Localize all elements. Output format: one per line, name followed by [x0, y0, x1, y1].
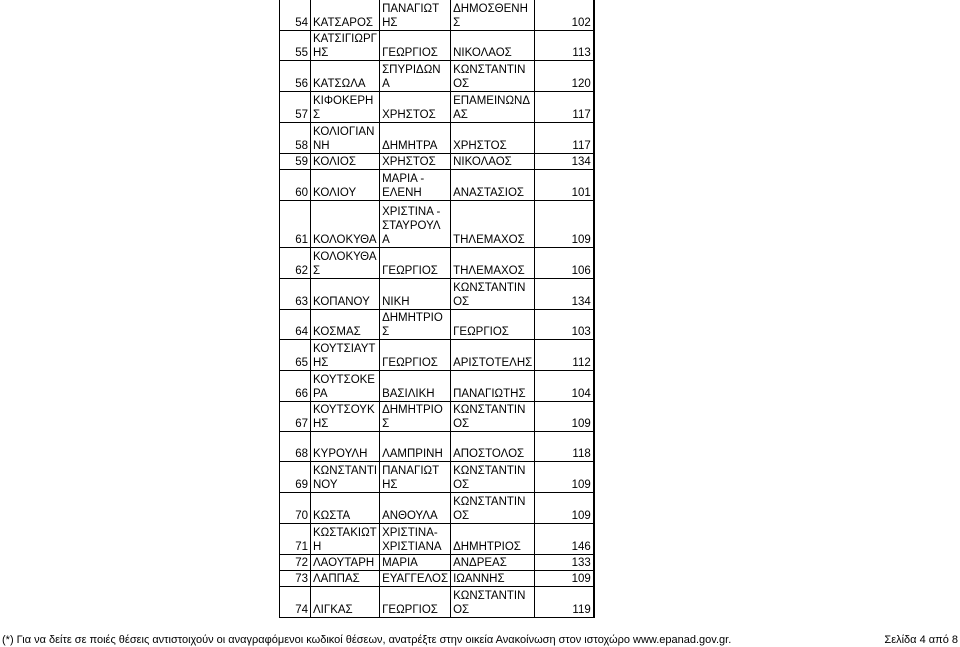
table-row: [280, 278, 594, 309]
position-code-cell: 109: [535, 401, 594, 431]
first-name-cell: ΧΡΗΣΤΟΣ: [380, 153, 451, 169]
surname-cell: ΚΟΛΟΚΥΘΑ Σ: [311, 247, 380, 278]
surname-cell: ΛΑΟΥΤΑΡΗ: [311, 554, 380, 570]
father-name-cell: ΝΙΚΟΛΑΟΣ: [451, 30, 535, 60]
table-row: [280, 461, 594, 492]
position-code-cell: 109: [535, 200, 594, 247]
row-number: 64: [280, 309, 311, 339]
father-name-cell: ΑΡΙΣΤΟΤΕΛΗΣ: [451, 339, 535, 370]
position-code-cell: 133: [535, 554, 594, 570]
table-row: [280, 492, 594, 523]
father-name-cell: ΑΝΔΡΕΑΣ: [451, 554, 535, 570]
surname-cell: ΚΑΤΣΑΡΟΣ: [311, 0, 380, 30]
table-row: [280, 554, 594, 570]
row-number: 68: [280, 431, 311, 461]
father-name-cell: ΚΩΝΣΤΑΝΤΙΝ ΟΣ: [451, 401, 535, 431]
position-code-cell: 103: [535, 309, 594, 339]
row-number: 57: [280, 91, 311, 122]
father-name-cell: ΠΑΝΑΓΙΩΤΗΣ: [451, 370, 535, 401]
surname-cell: ΚΟΛΟΚΥΘΑ: [311, 200, 380, 247]
position-code-cell: 102: [535, 0, 594, 30]
position-code-cell: 104: [535, 370, 594, 401]
row-number: 66: [280, 370, 311, 401]
row-number: 61: [280, 200, 311, 247]
row-number: 62: [280, 247, 311, 278]
table-row: [280, 153, 594, 169]
results-table: [279, 0, 595, 618]
position-code-cell: 117: [535, 91, 594, 122]
surname-cell: ΛΑΠΠΑΣ: [311, 570, 380, 586]
father-name-cell: ΚΩΝΣΤΑΝΤΙΝ ΟΣ: [451, 586, 535, 617]
surname-cell: ΚΥΡΟΥΛΗ: [311, 431, 380, 461]
row-number: 72: [280, 554, 311, 570]
father-name-cell: ΤΗΛΕΜΑΧΟΣ: [451, 200, 535, 247]
row-number: 65: [280, 339, 311, 370]
father-name-cell: ΚΩΝΣΤΑΝΤΙΝ ΟΣ: [451, 60, 535, 91]
first-name-cell: ΓΕΩΡΓΙΟΣ: [380, 586, 451, 617]
father-name-cell: ΧΡΗΣΤΟΣ: [451, 122, 535, 153]
position-code-cell: 146: [535, 523, 594, 554]
first-name-cell: ΜΑΡΙΑ: [380, 554, 451, 570]
first-name-cell: ΣΠΥΡΙΔΩΝ Α: [380, 60, 451, 91]
table-row: [280, 247, 594, 278]
first-name-cell: ΧΡΙΣΤΙΝΑ- ΧΡΙΣΤΙΑΝΑ: [380, 523, 451, 554]
father-name-cell: ΔΗΜΗΤΡΙΟΣ: [451, 523, 535, 554]
position-code-cell: 120: [535, 60, 594, 91]
row-number: 58: [280, 122, 311, 153]
surname-cell: ΚΟΠΑΝΟΥ: [311, 278, 380, 309]
surname-cell: ΚΩΣΤΑΚΙΩΤ Η: [311, 523, 380, 554]
results-table-body: [280, 0, 594, 617]
surname-cell: ΚΙΦΟΚΕΡΗ Σ: [311, 91, 380, 122]
position-code-cell: 109: [535, 461, 594, 492]
first-name-cell: ΠΑΝΑΓΙΩΤ ΗΣ: [380, 0, 451, 30]
father-name-cell: ΝΙΚΟΛΑΟΣ: [451, 153, 535, 169]
first-name-cell: ΔΗΜΗΤΡΙΟ Σ: [380, 401, 451, 431]
father-name-cell: ΓΕΩΡΓΙΟΣ: [451, 309, 535, 339]
table-row: [280, 122, 594, 153]
page-number: Σελίδα 4 από 8: [884, 634, 958, 646]
first-name-cell: ΑΝΘΟΥΛΑ: [380, 492, 451, 523]
row-number: 56: [280, 60, 311, 91]
table-row: [280, 200, 594, 247]
table-row: [280, 570, 594, 586]
table-row: [280, 586, 594, 617]
table-row: [280, 431, 594, 461]
father-name-cell: ΚΩΝΣΤΑΝΤΙΝ ΟΣ: [451, 492, 535, 523]
table-row: [280, 60, 594, 91]
first-name-cell: ΕΥΑΓΓΕΛΟΣ: [380, 570, 451, 586]
father-name-cell: ΑΠΟΣΤΟΛΟΣ: [451, 431, 535, 461]
row-number: 59: [280, 153, 311, 169]
surname-cell: ΚΟΛΙΟΥ: [311, 169, 380, 200]
table-row: [280, 339, 594, 370]
table-row: [280, 30, 594, 60]
row-number: 63: [280, 278, 311, 309]
surname-cell: ΛΙΓΚΑΣ: [311, 586, 380, 617]
father-name-cell: ΚΩΝΣΤΑΝΤΙΝ ΟΣ: [451, 461, 535, 492]
position-code-cell: 134: [535, 278, 594, 309]
footer-note: (*) Για να δείτε σε ποιές θέσεις αντιστοιχούν οι αναγραφόμενοι κωδικοί θέσεων, ανατρέξτε στην οικεία Ανακοίνωση στον ιστοχώρο www.epanad.gov.gr.: [2, 634, 732, 646]
father-name-cell: ΑΝΑΣΤΑΣΙΟΣ: [451, 169, 535, 200]
table-row: [280, 0, 594, 30]
row-number: 73: [280, 570, 311, 586]
position-code-cell: 109: [535, 570, 594, 586]
table-row: [280, 91, 594, 122]
row-number: 54: [280, 0, 311, 30]
position-code-cell: 112: [535, 339, 594, 370]
position-code-cell: 119: [535, 586, 594, 617]
surname-cell: ΚΩΝΣΤΑΝΤΙ ΝΟΥ: [311, 461, 380, 492]
position-code-cell: 106: [535, 247, 594, 278]
surname-cell: ΚΟΣΜΑΣ: [311, 309, 380, 339]
row-number: 74: [280, 586, 311, 617]
surname-cell: ΚΑΤΣΩΛΑ: [311, 60, 380, 91]
first-name-cell: ΛΑΜΠΡΙΝΗ: [380, 431, 451, 461]
father-name-cell: ΙΩΑΝΝΗΣ: [451, 570, 535, 586]
surname-cell: ΚΟΥΤΣΟΚΕ ΡΑ: [311, 370, 380, 401]
first-name-cell: ΓΕΩΡΓΙΟΣ: [380, 30, 451, 60]
position-code-cell: 109: [535, 492, 594, 523]
first-name-cell: ΜΑΡΙΑ - ΕΛΕΝΗ: [380, 169, 451, 200]
first-name-cell: ΓΕΩΡΓΙΟΣ: [380, 339, 451, 370]
table-row: [280, 401, 594, 431]
surname-cell: ΚΟΛΙΟΓΙΑΝ ΝΗ: [311, 122, 380, 153]
row-number: 60: [280, 169, 311, 200]
table-row: [280, 169, 594, 200]
first-name-cell: ΒΑΣΙΛΙΚΗ: [380, 370, 451, 401]
table-row: [280, 309, 594, 339]
row-number: 55: [280, 30, 311, 60]
table-row: [280, 370, 594, 401]
row-number: 71: [280, 523, 311, 554]
first-name-cell: ΝΙΚΗ: [380, 278, 451, 309]
position-code-cell: 134: [535, 153, 594, 169]
row-number: 70: [280, 492, 311, 523]
father-name-cell: ΚΩΝΣΤΑΝΤΙΝ ΟΣ: [451, 278, 535, 309]
position-code-cell: 118: [535, 431, 594, 461]
first-name-cell: ΓΕΩΡΓΙΟΣ: [380, 247, 451, 278]
surname-cell: ΚΟΥΤΣΟΥΚ ΗΣ: [311, 401, 380, 431]
father-name-cell: ΔΗΜΟΣΘΕΝΗ Σ: [451, 0, 535, 30]
surname-cell: ΚΩΣΤΑ: [311, 492, 380, 523]
father-name-cell: ΕΠΑΜΕΙΝΩΝΔ ΑΣ: [451, 91, 535, 122]
row-number: 69: [280, 461, 311, 492]
row-number: 67: [280, 401, 311, 431]
father-name-cell: ΤΗΛΕΜΑΧΟΣ: [451, 247, 535, 278]
surname-cell: ΚΑΤΣΙΓΙΩΡΓ ΗΣ: [311, 30, 380, 60]
position-code-cell: 113: [535, 30, 594, 60]
surname-cell: ΚΟΛΙΟΣ: [311, 153, 380, 169]
first-name-cell: ΔΗΜΗΤΡΙΟ Σ: [380, 309, 451, 339]
first-name-cell: ΠΑΝΑΓΙΩΤ ΗΣ: [380, 461, 451, 492]
first-name-cell: ΧΡΙΣΤΙΝΑ - ΣΤΑΥΡΟΥΛ Α: [380, 200, 451, 247]
first-name-cell: ΔΗΜΗΤΡΑ: [380, 122, 451, 153]
table-row: [280, 523, 594, 554]
surname-cell: ΚΟΥΤΣΙΑΥΤ ΗΣ: [311, 339, 380, 370]
position-code-cell: 117: [535, 122, 594, 153]
first-name-cell: ΧΡΗΣΤΟΣ: [380, 91, 451, 122]
position-code-cell: 101: [535, 169, 594, 200]
